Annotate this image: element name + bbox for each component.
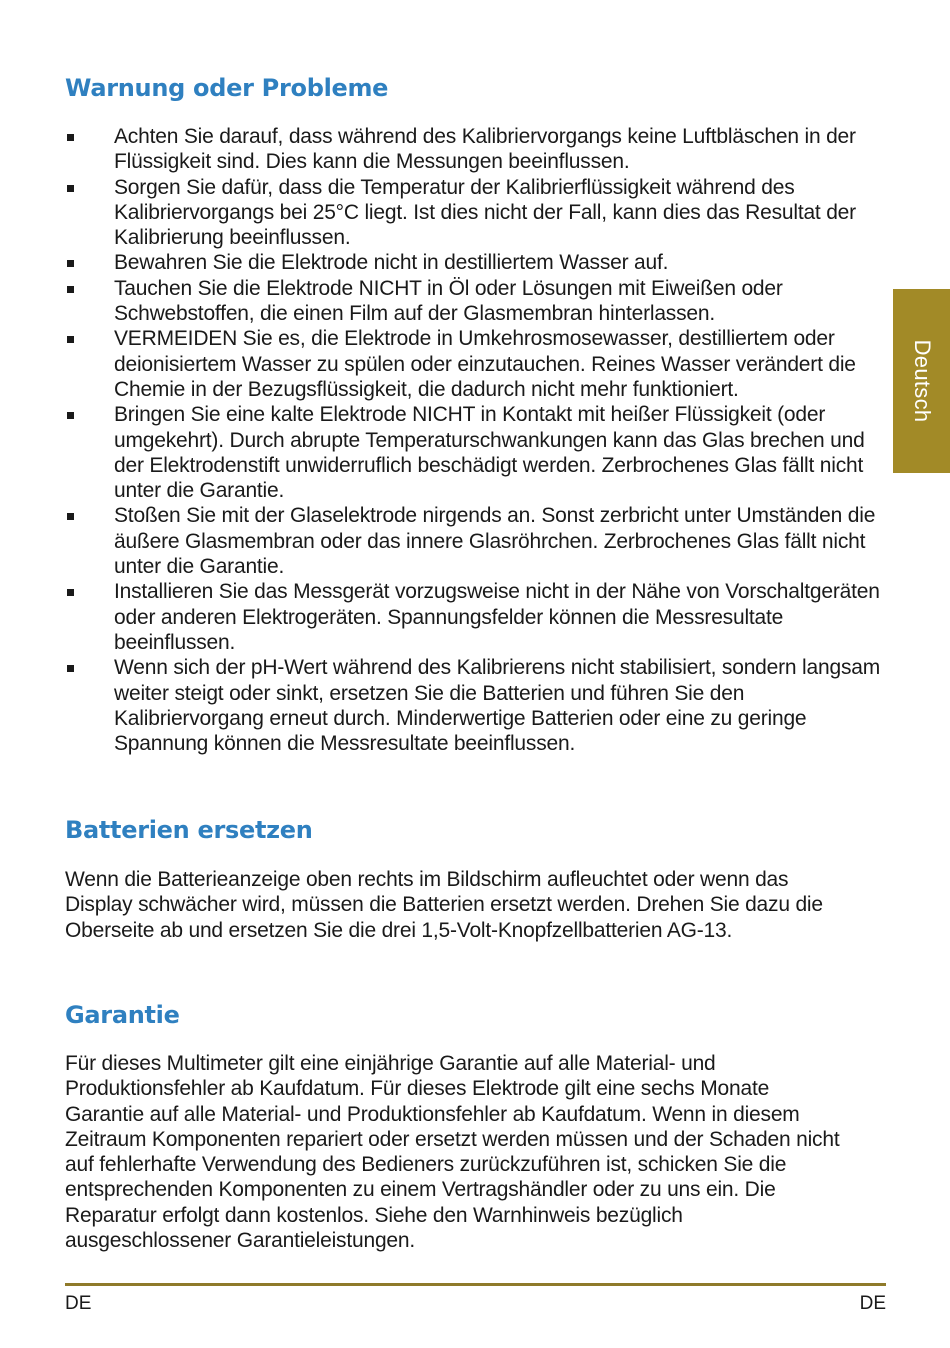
list-item-text: Bewahren Sie die Elektrode nicht in destilliertem Wasser auf.	[114, 251, 669, 275]
list-item-text: Bringen Sie eine kalte Elektrode NICHT in Kontakt mit heißer Flüssigkeit (oder umgekehrt). Durch abrupte Temperaturschwankungen kann das Glas brechen und der Elektrodenstift unwiderruflich beschädigt werden. Zerbrochenes Glas fällt nicht unter die Garantie.	[114, 403, 865, 503]
list-item	[65, 503, 887, 579]
list-item	[65, 579, 887, 655]
list-item	[65, 655, 887, 756]
heading-warranty: Garantie	[65, 1001, 180, 1029]
list-item	[65, 326, 887, 402]
list-item	[65, 402, 887, 503]
list-item	[65, 175, 887, 251]
heading-battery: Batterien ersetzen	[65, 816, 313, 844]
footer-page-label-left: DE	[65, 1293, 92, 1314]
list-item	[65, 250, 887, 275]
bullet-icon	[67, 260, 74, 267]
list-item-text: Sorgen Sie dafür, dass die Temperatur der Kalibrierflüssigkeit während des Kalibriervorgangs bei 25°C liegt. Ist dies nicht der Fall, kann dies das Resultat der Kalibrierung beeinflussen.	[114, 175, 856, 250]
warnings-list	[65, 124, 887, 756]
list-item-text: Wenn sich der pH-Wert während des Kalibrierens nicht stabilisiert, sondern langsam weiter steigt oder sinkt, ersetzen Sie die Batterien und führen Sie den Kalibriervorgang erneut durch. Minderwertige Batterien oder eine zu geringe Spannung können die Messresultate beeinflussen.	[114, 656, 881, 756]
list-item-text: VERMEIDEN Sie es, die Elektrode in Umkehrosmosewasser, destilliertem oder deionisiertem Wasser zu spülen oder einzutauchen. Reines Wasser verändert die Chemie in der Bezugsflüssigkeit, die dadurch nicht mehr funktioniert.	[114, 327, 856, 401]
list-item-text: Achten Sie darauf, dass während des Kalibriervorgangs keine Luftbläschen in der Flüssigkeit sind. Dies kann die Messungen beeinflussen.	[114, 125, 856, 174]
bullet-icon	[67, 513, 74, 520]
battery-paragraph: Wenn die Batterieanzeige oben rechts im Bildschirm aufleuchtet oder wenn das Display schwächer wird, müssen die Batterien ersetzt werden. Drehen Sie dazu die Oberseite ab und ersetzen Sie die drei 1,5-Volt-Knopfzellbatterien AG-13.	[65, 868, 823, 942]
warranty-paragraph: Für dieses Multimeter gilt eine einjährige Garantie auf alle Material- und Produktionsfehler ab Kaufdatum. Für dieses Elektrode gilt eine sechs Monate Garantie auf alle Material- und Produktionsfehler ab Kaufdatum. Wenn in diesem Zeitraum Komponenten repariert oder ersetzt werden müssen und der Schaden nicht auf fehlerhafte Verwendung des Bedieners zurückzuführen ist, schicken Sie die entsprechenden Komponenten zu einem Vertragshändler oder zu uns ein. Die Reparatur erfolgt dann kostenlos. Siehe den Warnhinweis bezüglich ausgeschlossener Garantieleistungen.	[65, 1052, 840, 1253]
footer-page-label-right: DE	[859, 1293, 886, 1314]
page-content	[65, 0, 885, 1348]
language-tab-label: Deutsch	[909, 339, 935, 423]
bullet-icon	[67, 134, 74, 141]
bullet-icon	[67, 185, 74, 192]
bullet-icon	[67, 336, 74, 343]
list-item-text: Installieren Sie das Messgerät vorzugsweise nicht in der Nähe von Vorschaltgeräten oder anderen Elektrogeräten. Spannungsfelder können die Messresultate beeinflussen.	[114, 580, 880, 654]
list-item-text: Tauchen Sie die Elektrode NICHT in Öl oder Lösungen mit Eiweißen oder Schwebstoffen, die einen Film auf der Glasmembran hinterlassen.	[114, 276, 783, 326]
language-tab	[893, 289, 950, 473]
bullet-icon	[67, 286, 74, 293]
list-item	[65, 124, 887, 175]
heading-warnings: Warnung oder Probleme	[65, 74, 389, 102]
bullet-icon	[67, 665, 74, 672]
bullet-icon	[67, 589, 74, 596]
list-item-text: Stoßen Sie mit der Glaselektrode nirgends an. Sonst zerbricht unter Umständen die äußere Glasmembran oder das innere Glasröhrchen. Zerbrochenes Glas fällt nicht unter die Garantie.	[114, 504, 876, 579]
bullet-icon	[67, 412, 74, 419]
footer-divider	[65, 1283, 886, 1286]
list-item	[65, 276, 887, 327]
